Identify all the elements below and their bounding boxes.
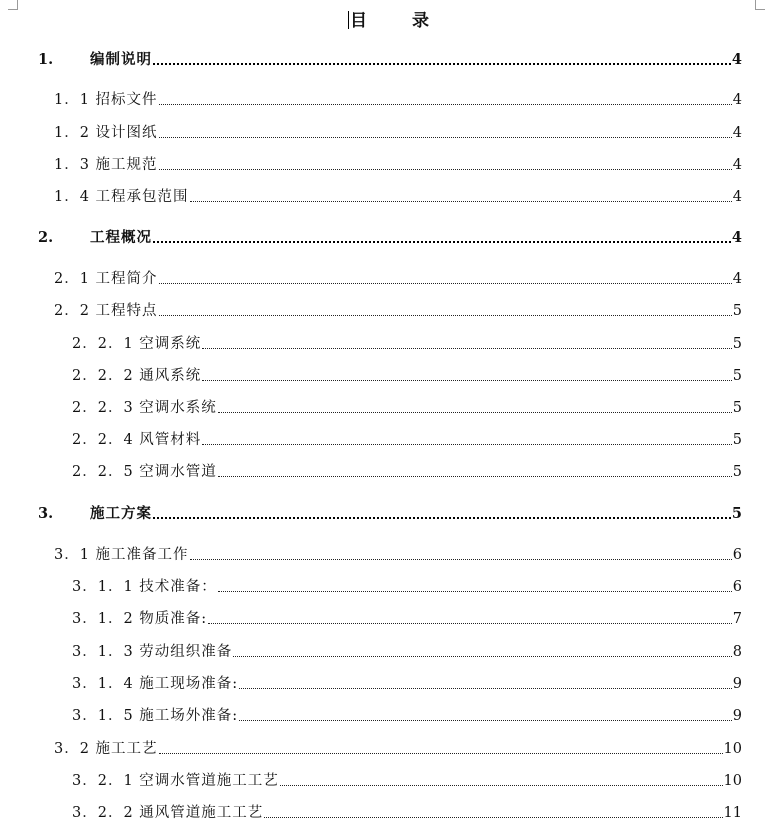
- toc-page-number: 4: [732, 271, 742, 287]
- toc-dot-leader: [159, 103, 732, 105]
- toc-page-number: 5: [732, 432, 742, 448]
- toc-page-number: 10: [723, 773, 742, 789]
- toc-entry[interactable]: [38, 505, 742, 523]
- toc-entry-title: 3．1．3 劳动组织准备: [72, 644, 233, 660]
- toc-entry[interactable]: [72, 578, 742, 596]
- toc-entry-title: 2．2．3 空调水系统: [72, 400, 217, 416]
- toc-entry[interactable]: [72, 335, 742, 353]
- toc-entry[interactable]: [72, 463, 742, 481]
- toc-dot-leader: [218, 475, 732, 477]
- toc-entry[interactable]: [54, 546, 742, 564]
- toc-entry-title: 3．2．1 空调水管道施工工艺: [72, 773, 279, 789]
- toc-entry[interactable]: [54, 124, 742, 142]
- toc-dot-leader: [202, 379, 731, 381]
- toc-entry-number: 1.: [38, 51, 54, 68]
- toc-page-number: 4: [732, 157, 742, 173]
- toc-page-number: 4: [732, 92, 742, 108]
- toc-dot-leader: [239, 687, 732, 689]
- toc-page-number: 5: [732, 400, 742, 416]
- toc-entry-title: 2．2．1 空调系统: [72, 336, 202, 352]
- toc-entry-title: 1．4 工程承包范围: [54, 189, 189, 205]
- toc-dot-leader: [159, 136, 732, 138]
- toc-entry-title: 3．1．2 物质准备:: [72, 611, 208, 627]
- toc-entry[interactable]: [72, 772, 742, 790]
- toc-entry-title: 3．1．1 技术准备：: [72, 579, 217, 595]
- toc-dot-leader: [208, 622, 732, 624]
- toc-dot-leader: [153, 240, 731, 243]
- toc-page-number: 9: [732, 676, 742, 692]
- toc-page-number: 5: [731, 505, 742, 522]
- toc-entry-title: 施工方案: [90, 505, 152, 522]
- toc-dot-leader: [264, 816, 722, 818]
- toc-entry-title: 工程概况: [90, 229, 152, 246]
- toc-entry-title: 2．2．2 通风系统: [72, 368, 202, 384]
- toc-dot-leader: [159, 282, 732, 284]
- toc-page-number: 4: [731, 51, 742, 68]
- toc-page-number: 10: [723, 741, 742, 757]
- toc-dot-leader: [190, 200, 732, 202]
- toc-dot-leader: [159, 168, 732, 170]
- toc-entry[interactable]: [54, 188, 742, 206]
- toc-entry[interactable]: [72, 707, 742, 725]
- toc-page-number: 5: [732, 464, 742, 480]
- toc-page-number: 5: [732, 368, 742, 384]
- toc-entry[interactable]: [38, 51, 742, 69]
- toc-dot-leader: [218, 590, 732, 592]
- toc-dot-leader: [159, 752, 723, 754]
- toc-entry-title: 2．1 工程简介: [54, 271, 158, 287]
- toc-entry[interactable]: [38, 229, 742, 247]
- toc-dot-leader: [218, 411, 732, 413]
- toc-page-number: 4: [732, 125, 742, 141]
- toc-page-number: 5: [732, 303, 742, 319]
- toc-page-number: 9: [732, 708, 742, 724]
- toc-entry[interactable]: [72, 399, 742, 417]
- toc-entry-title: 2．2．5 空调水管道: [72, 464, 217, 480]
- toc-page-number: 6: [732, 579, 742, 595]
- toc-page-number: 4: [732, 189, 742, 205]
- toc-page-number: 8: [732, 644, 742, 660]
- toc-dot-leader: [239, 719, 732, 721]
- toc-entry[interactable]: [72, 610, 742, 628]
- toc-dot-leader: [153, 62, 731, 65]
- toc-entry-title: 编制说明: [90, 51, 152, 68]
- toc-page-number: 6: [732, 547, 742, 563]
- toc-entry[interactable]: [72, 431, 742, 449]
- toc-dot-leader: [202, 443, 731, 445]
- toc-entry-title: 3．2．2 通风管道施工工艺: [72, 805, 264, 821]
- toc-dot-leader: [159, 314, 732, 316]
- toc-page-number: 11: [723, 805, 742, 821]
- toc-page-number: 4: [731, 229, 742, 246]
- toc-entry-title: 2．2 工程特点: [54, 303, 158, 319]
- toc-entry[interactable]: [54, 740, 742, 758]
- toc-entry[interactable]: [54, 91, 742, 109]
- toc-entry-title: 1．1 招标文件: [54, 92, 158, 108]
- toc-dot-leader: [280, 784, 723, 786]
- toc-dot-leader: [233, 655, 731, 657]
- toc-entry-title: 3．1．5 施工场外准备:: [72, 708, 239, 724]
- toc-entry-number: 2.: [38, 229, 54, 246]
- toc-page-number: 7: [732, 611, 742, 627]
- toc-heading-right: 录: [412, 11, 430, 31]
- toc-entry-title: 1．2 设计图纸: [54, 125, 158, 141]
- toc-page-number: 5: [732, 336, 742, 352]
- toc-entry-title: 3．1．4 施工现场准备:: [72, 676, 239, 692]
- toc-entry[interactable]: [54, 270, 742, 288]
- toc-entry[interactable]: [54, 156, 742, 174]
- toc-entry-title: 3．1 施工准备工作: [54, 547, 189, 563]
- toc-entry[interactable]: [72, 804, 742, 822]
- toc-entry[interactable]: [72, 643, 742, 661]
- toc-entry[interactable]: [72, 367, 742, 385]
- toc-heading-left: 目: [350, 11, 368, 31]
- toc-entry[interactable]: [72, 675, 742, 693]
- toc-dot-leader: [202, 347, 731, 349]
- toc-entry-title: 1．3 施工规范: [54, 157, 158, 173]
- toc-entry-title: 2．2．4 风管材料: [72, 432, 202, 448]
- toc-entry-number: 3.: [38, 505, 54, 522]
- toc-entry[interactable]: [54, 302, 742, 320]
- toc-entry-title: 3．2 施工工艺: [54, 741, 158, 757]
- toc-dot-leader: [190, 558, 732, 560]
- toc-dot-leader: [153, 516, 731, 519]
